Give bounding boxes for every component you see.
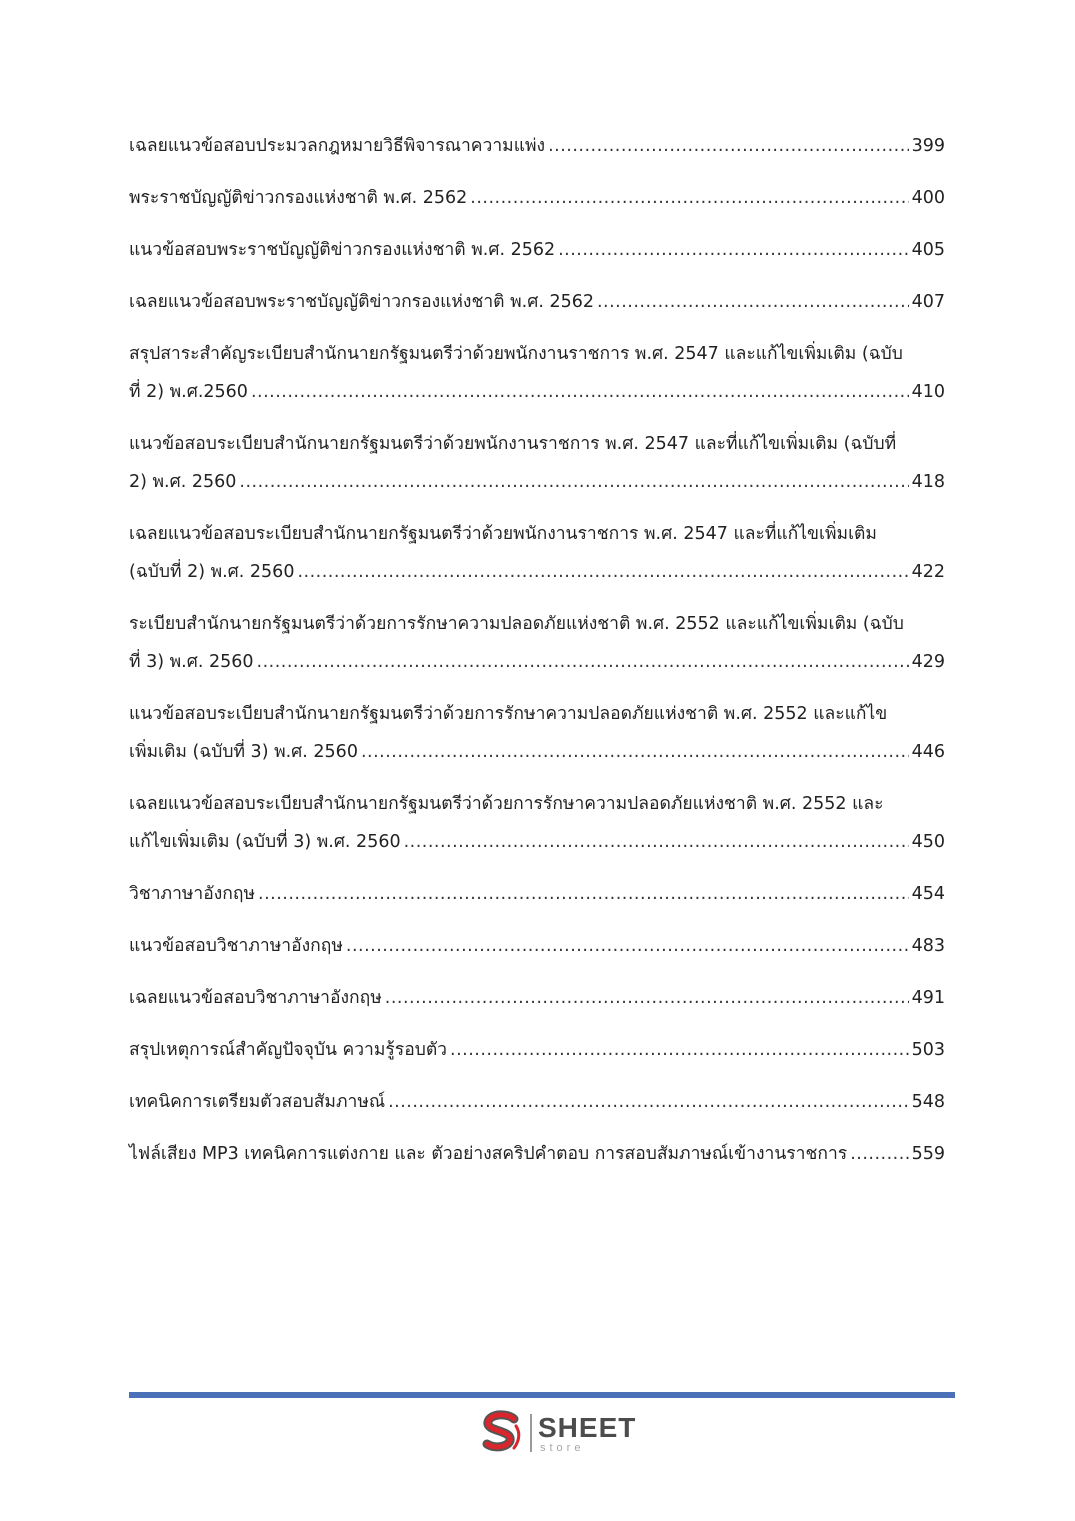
toc-entry[interactable] [129, 875, 945, 913]
toc-entry[interactable] [129, 979, 945, 1017]
logo-subtext: store [540, 1442, 585, 1454]
dot-leader [597, 283, 909, 321]
toc-entry[interactable] [129, 695, 945, 771]
toc-page-number: 559 [911, 1144, 945, 1164]
toc-entry-title-line: ไฟล์เสียง MP3 เทคนิคการแต่งกาย และ ตัวอย่างสคริปคำตอบ การสอบสัมภาษณ์เข้างานราชการ [129, 1144, 848, 1164]
toc-entry[interactable] [129, 927, 945, 965]
toc-page-number: 454 [911, 884, 945, 904]
toc-entry-row [129, 373, 945, 411]
toc-entry[interactable] [129, 283, 945, 321]
toc-entry-title-line: เฉลยแนวข้อสอบวิชาภาษาอังกฤษ [129, 988, 382, 1008]
dot-leader [297, 553, 908, 591]
toc-entry-title-line: แนวข้อสอบระเบียบสำนักนายกรัฐมนตรีว่าด้วยพนักงานราชการ พ.ศ. 2547 และที่แก้ไขเพิ่มเติม (ฉบับที่ [129, 434, 897, 454]
sheet-store-logo [478, 1410, 638, 1460]
toc-page-number: 429 [911, 652, 945, 672]
toc-page-number: 418 [911, 472, 945, 492]
dot-leader [361, 733, 909, 771]
toc-entry-row [129, 231, 945, 269]
toc-entry-title-line: สรุปสาระสำคัญระเบียบสำนักนายกรัฐมนตรีว่าด้วยพนักงานราชการ พ.ศ. 2547 และแก้ไขเพิ่มเติม (ฉบับ [129, 344, 903, 364]
toc-entry-row [129, 553, 945, 591]
toc-entry[interactable] [129, 127, 945, 165]
dot-leader [404, 823, 909, 861]
dot-leader [385, 979, 909, 1017]
toc-entry-title-line: เทคนิคการเตรียมตัวสอบสัมภาษณ์ [129, 1092, 386, 1112]
sheet-store-s-icon [478, 1410, 524, 1456]
toc-page-number: 399 [911, 136, 945, 156]
toc-page-number: 491 [911, 988, 945, 1008]
toc-entry-title-line: สรุปเหตุการณ์สำคัญปัจจุบัน ความรู้รอบตัว [129, 1040, 448, 1060]
toc-entry-row [129, 1083, 945, 1121]
toc-entry-title-line: เพิ่มเติม (ฉบับที่ 3) พ.ศ. 2560 [129, 742, 358, 762]
dot-leader [850, 1135, 908, 1173]
toc-page-number: 405 [911, 240, 945, 260]
toc-entry-row [129, 979, 945, 1017]
table-of-contents [129, 127, 945, 1187]
toc-entry-title-line: เฉลยแนวข้อสอบระเบียบสำนักนายกรัฐมนตรีว่าด้วยพนักงานราชการ พ.ศ. 2547 และที่แก้ไขเพิ่มเติม [129, 524, 877, 544]
toc-page-number: 410 [911, 382, 945, 402]
toc-entry[interactable] [129, 1083, 945, 1121]
toc-entry-title-line: ที่ 3) พ.ศ. 2560 [129, 652, 254, 672]
dot-leader [257, 643, 909, 681]
toc-entry-title-line: แนวข้อสอบวิชาภาษาอังกฤษ [129, 936, 343, 956]
logo-wordmark: SHEET [538, 1412, 637, 1443]
dot-leader [558, 231, 908, 269]
toc-entry[interactable] [129, 515, 945, 591]
toc-entry-row [129, 463, 945, 501]
toc-entry-title-line: วิชาภาษาอังกฤษ [129, 884, 256, 904]
toc-entry-row [129, 1031, 945, 1069]
toc-entry-row [129, 733, 945, 771]
toc-page-number: 407 [911, 292, 945, 312]
toc-page-number: 483 [911, 936, 945, 956]
toc-entry-title-line: แนวข้อสอบพระราชบัญญัติข่าวกรองแห่งชาติ พ.ศ. 2562 [129, 240, 556, 260]
toc-entry-row [129, 823, 945, 861]
toc-entry[interactable] [129, 1031, 945, 1069]
dot-leader [548, 127, 909, 165]
toc-entry-title-line: แนวข้อสอบระเบียบสำนักนายกรัฐมนตรีว่าด้วยการรักษาความปลอดภัยแห่งชาติ พ.ศ. 2552 และแก้ไข [129, 704, 888, 724]
toc-entry-title-line: 2) พ.ศ. 2560 [129, 472, 237, 492]
dot-leader [258, 875, 909, 913]
toc-entry[interactable] [129, 231, 945, 269]
dot-leader [251, 373, 909, 411]
toc-entry-title-line: (ฉบับที่ 2) พ.ศ. 2560 [129, 562, 295, 582]
dot-leader [239, 463, 908, 501]
toc-entry-title-line: เฉลยแนวข้อสอบพระราชบัญญัติข่าวกรองแห่งชาติ พ.ศ. 2562 [129, 292, 594, 312]
toc-page-number: 422 [911, 562, 945, 582]
toc-page-number: 548 [911, 1092, 945, 1112]
toc-entry[interactable] [129, 1135, 945, 1173]
toc-entry-title-line: ที่ 2) พ.ศ.2560 [129, 382, 248, 402]
toc-page-number: 450 [911, 832, 945, 852]
toc-entry[interactable] [129, 179, 945, 217]
toc-entry-row [129, 927, 945, 965]
toc-page-number: 446 [911, 742, 945, 762]
toc-entry[interactable] [129, 785, 945, 861]
toc-entry-row [129, 179, 945, 217]
toc-entry[interactable] [129, 335, 945, 411]
toc-entry-row [129, 283, 945, 321]
toc-entry-title-line: เฉลยแนวข้อสอบระเบียบสำนักนายกรัฐมนตรีว่าด้วยการรักษาความปลอดภัยแห่งชาติ พ.ศ. 2552 และ [129, 794, 884, 814]
toc-entry-title-line: แก้ไขเพิ่มเติม (ฉบับที่ 3) พ.ศ. 2560 [129, 832, 401, 852]
toc-page-number: 400 [911, 188, 945, 208]
toc-entry-title-line: ระเบียบสำนักนายกรัฐมนตรีว่าด้วยการรักษาความปลอดภัยแห่งชาติ พ.ศ. 2552 และแก้ไขเพิ่มเติม (ฉบับ [129, 614, 904, 634]
dot-leader [346, 927, 909, 965]
toc-entry-title-line: เฉลยแนวข้อสอบประมวลกฎหมายวิธีพิจารณาความแพ่ง [129, 136, 546, 156]
dot-leader [470, 179, 908, 217]
toc-entry-row [129, 875, 945, 913]
footer-divider [129, 1392, 955, 1398]
toc-entry[interactable] [129, 605, 945, 681]
dot-leader [388, 1083, 909, 1121]
dot-leader [450, 1031, 909, 1069]
toc-entry-title-line: พระราชบัญญัติข่าวกรองแห่งชาติ พ.ศ. 2562 [129, 188, 468, 208]
toc-page-number: 503 [911, 1040, 945, 1060]
toc-entry-row [129, 643, 945, 681]
toc-entry-row [129, 127, 945, 165]
toc-entry[interactable] [129, 425, 945, 501]
toc-entry-row [129, 1135, 945, 1173]
logo-separator [530, 1414, 532, 1452]
